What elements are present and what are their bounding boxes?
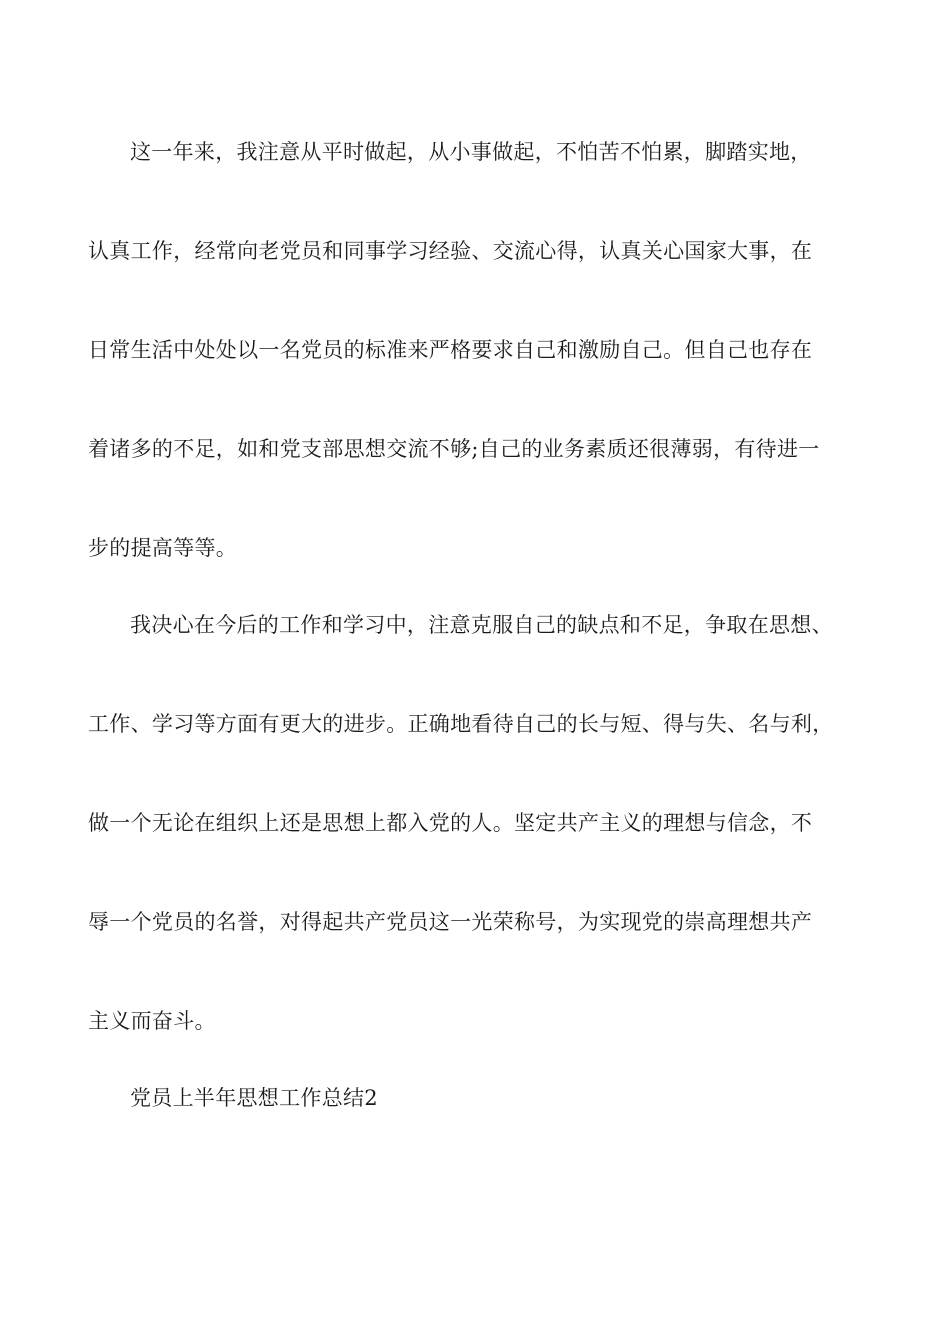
paragraph-1-line-1: 这一年来，我注意从平时做起，从小事做起，不怕苦不怕累，脚踏实地， [130,140,812,164]
section-title: 党员上半年思想工作总结2 [130,1086,378,1110]
paragraph-2-line-4: 辱一个党员的名誉，对得起共产党员这一光荣称号，为实现党的崇高理想共产 [88,910,813,934]
paragraph-2-line-1: 我决心在今后的工作和学习中，注意克服自己的缺点和不足，争取在思想、 [130,613,833,637]
paragraph-1-line-3: 日常生活中处处以一名党员的标准来严格要求自己和激励自己。但自己也存在 [88,338,813,362]
paragraph-2-line-3: 做一个无论在组织上还是思想上都入党的人。坚定共产主义的理想与信念，不 [88,811,813,835]
paragraph-2-line-2: 工作、学习等方面有更大的进步。正确地看待自己的长与短、得与失、名与利， [88,712,834,736]
paragraph-1-line-2: 认真工作，经常向老党员和同事学习经验、交流心得，认真关心国家大事，在 [88,239,813,263]
paragraph-1-line-5: 步的提高等等。 [88,536,238,560]
paragraph-2-line-5: 主义而奋斗。 [88,1009,216,1033]
paragraph-1-line-4: 着诸多的不足，如和党支部思想交流不够;自己的业务素质还很薄弱，有待进一 [88,437,820,461]
